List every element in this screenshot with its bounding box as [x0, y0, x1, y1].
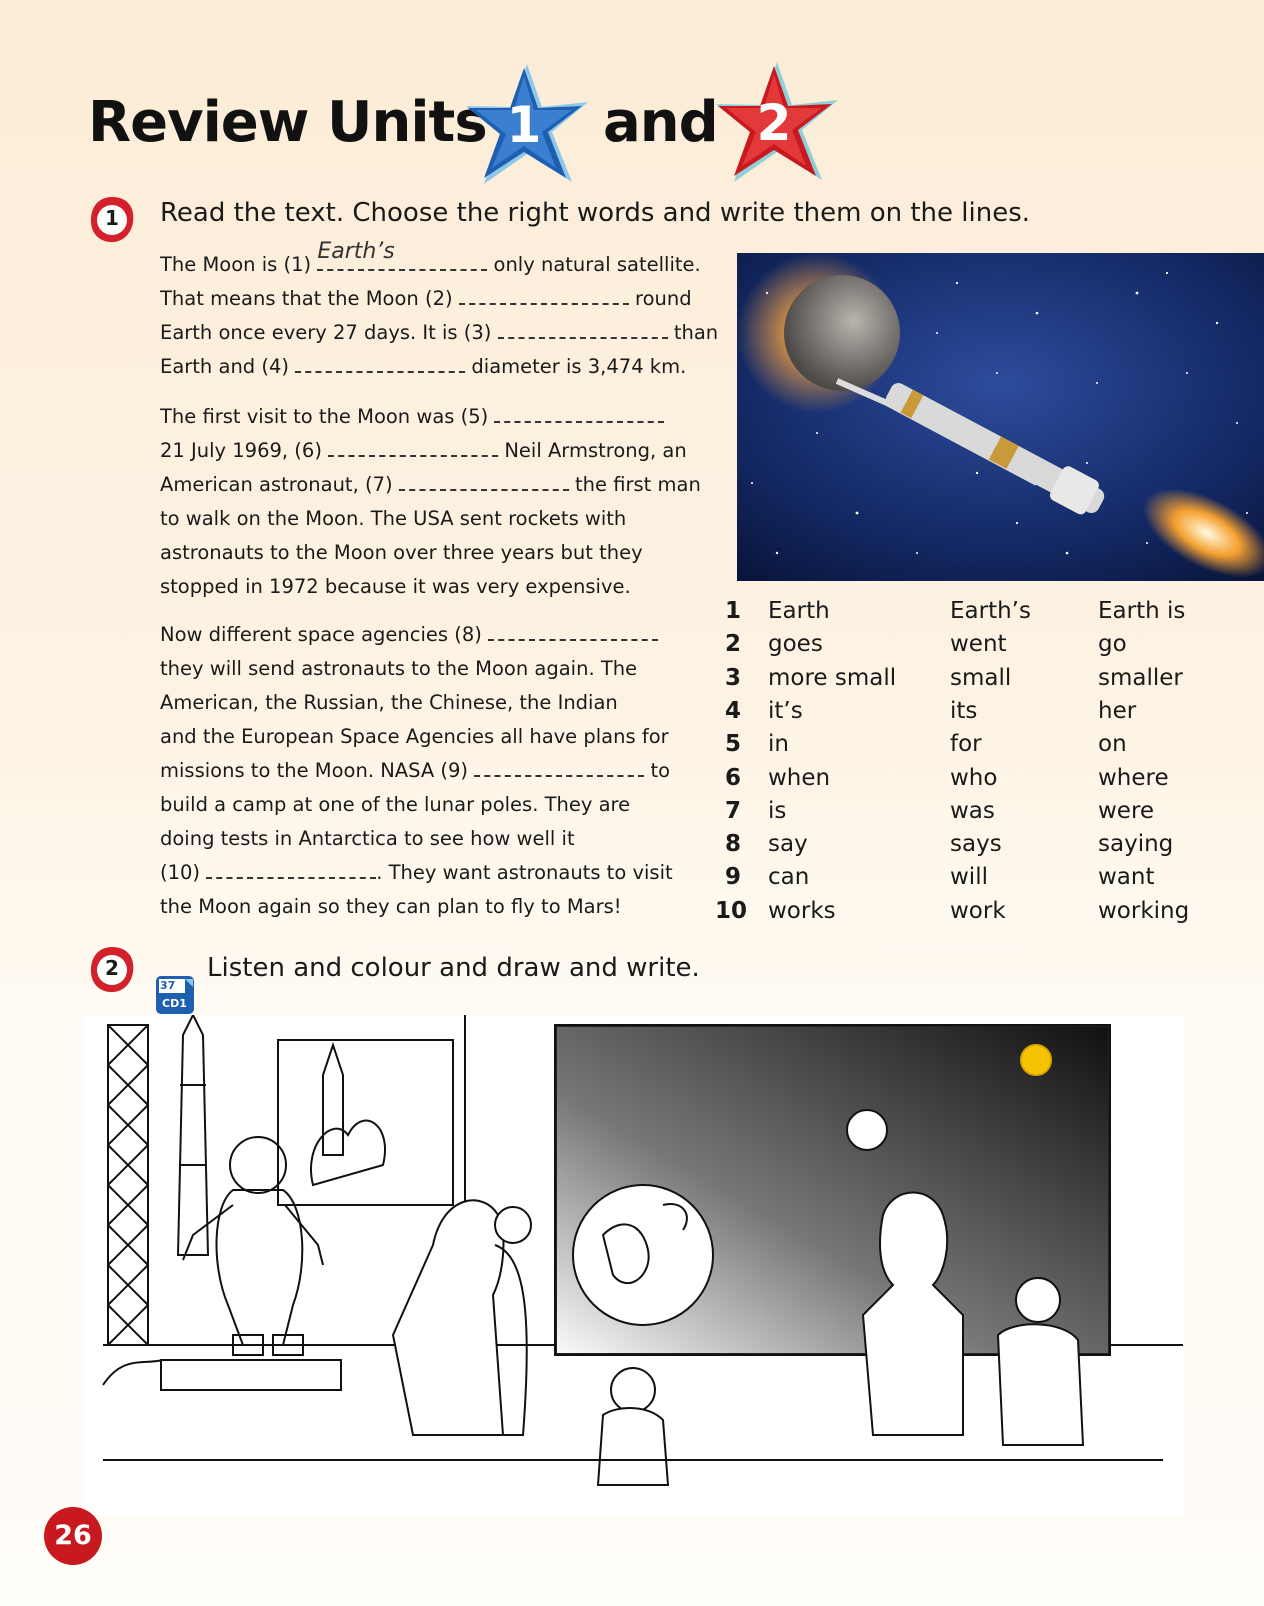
option-b[interactable]: its [950, 697, 978, 724]
text-line: American astronaut, (7) [160, 473, 393, 496]
option-number: 2 [725, 631, 742, 658]
text-line: build a camp at one of the lunar poles. They are [160, 793, 631, 816]
cd-track-number: 37 [160, 979, 176, 992]
option-c[interactable]: on [1098, 731, 1127, 758]
answer-blank-7[interactable] [399, 471, 569, 491]
option-a[interactable]: is [768, 797, 787, 824]
text-line: That means that the Moon (2) [160, 287, 453, 310]
option-row [0, 598, 1264, 631]
page-title [88, 90, 718, 155]
option-row [0, 798, 1264, 831]
rocket-illustration [737, 253, 1264, 581]
answer-blank-1[interactable] [317, 239, 487, 271]
text-line: Neil Armstrong, an [504, 439, 687, 462]
option-a[interactable]: when [768, 764, 831, 791]
page-number: 26 [44, 1507, 102, 1565]
option-a[interactable]: Earth [768, 598, 830, 624]
colouring-scene [83, 1015, 1183, 1515]
option-a[interactable]: more small [768, 664, 897, 691]
option-number: 9 [725, 864, 742, 891]
option-c[interactable]: were [1098, 797, 1155, 824]
exercise-two-number: 2 [105, 956, 119, 980]
option-c[interactable]: go [1098, 631, 1127, 658]
option-b[interactable]: will [950, 864, 988, 891]
option-row [0, 765, 1264, 798]
option-number: 7 [725, 797, 742, 824]
option-a[interactable]: works [768, 897, 836, 924]
exercise-one-instruction: Read the text. Choose the right words and write them on the lines. [160, 198, 1031, 228]
title-prefix: Review Units [88, 90, 487, 155]
text-line: they will send astronauts to the Moon again. The [160, 657, 638, 680]
text-line: missions to the Moon. NASA (9) [160, 759, 469, 782]
option-row [0, 698, 1264, 731]
unit-one-number: 1 [506, 96, 542, 154]
text-line: and the European Space Agencies all have plans for [160, 725, 669, 748]
option-b[interactable]: Earth’s [950, 598, 1031, 624]
museum-scene-drawing[interactable] [83, 1015, 1183, 1515]
option-c[interactable]: where [1098, 764, 1169, 791]
text-line: 21 July 1969, (6) [160, 439, 322, 462]
option-b[interactable]: was [950, 797, 995, 824]
text-line: to [650, 759, 671, 782]
option-number: 4 [725, 697, 742, 724]
option-number: 3 [725, 664, 742, 691]
exercise-one-number: 1 [105, 206, 119, 230]
exercise-two-instruction: Listen and colour and draw and write. [207, 953, 700, 983]
option-row [0, 898, 1264, 931]
option-a[interactable]: goes [768, 631, 823, 658]
text-line: diameter is 3,474 km. [471, 355, 687, 378]
option-number: 6 [725, 764, 742, 791]
option-c[interactable]: Earth is [1098, 598, 1186, 624]
option-b[interactable]: work [950, 897, 1006, 924]
rocket-moon-photo [737, 253, 1264, 581]
option-c[interactable]: smaller [1098, 664, 1183, 691]
text-line: Earth once every 27 days. It is (3) [160, 321, 492, 344]
option-c[interactable]: saying [1098, 831, 1174, 858]
option-number: 1 [725, 598, 742, 624]
option-a[interactable]: in [768, 731, 789, 758]
text-line: the first man [575, 473, 701, 496]
answer-blank-5[interactable] [494, 403, 664, 423]
option-a[interactable]: say [768, 831, 808, 858]
text-line: the Moon again so they can plan to fly to Mars! [160, 895, 622, 918]
example-answer: Earth’s [317, 239, 395, 264]
option-c[interactable]: want [1098, 864, 1155, 891]
text-line: . They want astronauts to visit [376, 861, 673, 884]
option-c[interactable]: her [1098, 697, 1137, 724]
cd-label: CD1 [162, 997, 187, 1010]
text-paragraph-1 [160, 239, 720, 384]
cd-track-icon[interactable] [155, 975, 195, 1015]
option-row [0, 831, 1264, 864]
exercise-two-badge [86, 944, 138, 996]
option-b[interactable]: says [950, 831, 1002, 858]
option-number: 8 [725, 831, 742, 858]
text-line: The first visit to the Moon was (5) [160, 405, 489, 428]
option-number: 5 [725, 731, 742, 758]
answer-blank-6[interactable] [328, 437, 498, 457]
text-line: than [673, 321, 719, 344]
unit-two-star-badge [712, 60, 842, 190]
text-line: The Moon is (1) [160, 253, 312, 276]
option-a[interactable]: can [768, 864, 810, 891]
text-line: stopped in 1972 because it was very expensive. [160, 575, 631, 598]
unit-one-star-badge [462, 62, 592, 192]
option-b[interactable]: for [950, 731, 982, 758]
answer-blank-4[interactable] [295, 353, 465, 373]
text-line: Now different space agencies (8) [160, 623, 482, 646]
option-row [0, 665, 1264, 698]
title-join: and [603, 90, 718, 155]
unit-two-number: 2 [756, 94, 792, 152]
option-row [0, 731, 1264, 764]
option-a[interactable]: it’s [768, 697, 803, 724]
text-line: American, the Russian, the Chinese, the Indian [160, 691, 618, 714]
answer-blank-2[interactable] [459, 285, 629, 305]
option-b[interactable]: small [950, 664, 1012, 691]
option-b[interactable]: went [950, 631, 1007, 658]
text-line: round [635, 287, 692, 310]
text-line: to walk on the Moon. The USA sent rockets with [160, 507, 627, 530]
text-line: doing tests in Antarctica to see how well it [160, 827, 575, 850]
option-row [0, 864, 1264, 897]
option-b[interactable]: who [950, 764, 998, 791]
exercise-one-badge [86, 194, 138, 246]
option-c[interactable]: working [1098, 897, 1190, 924]
option-row [0, 631, 1264, 664]
text-line: only natural satellite. [493, 253, 701, 276]
text-line: Earth and (4) [160, 355, 289, 378]
answer-blank-3[interactable] [498, 319, 668, 339]
text-line: astronauts to the Moon over three years but they [160, 541, 643, 564]
option-number: 10 [715, 897, 748, 924]
text-line: (10) [160, 861, 201, 884]
text-paragraph-2 [160, 400, 720, 604]
